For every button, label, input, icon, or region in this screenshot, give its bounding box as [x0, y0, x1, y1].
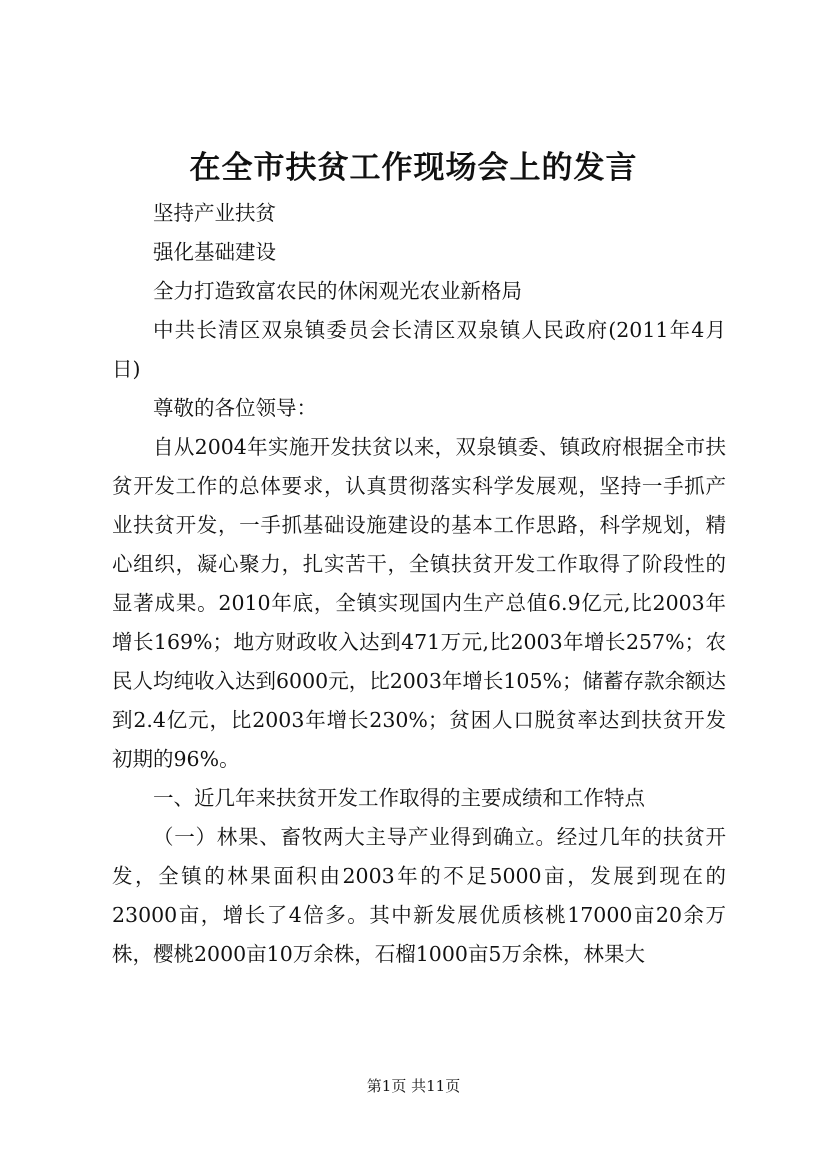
section-heading-1: 一、近几年来扶贫开发工作取得的主要成绩和工作特点 [153, 786, 645, 810]
paragraph-subtitle-1: 坚持产业扶贫 [153, 201, 276, 225]
paragraph-author-line: 中共长清区双泉镇委员会长清区双泉镇人民政府(2011年4月日) [112, 318, 726, 381]
paragraph-subtitle-2: 强化基础建设 [153, 240, 276, 264]
paragraph-intro: 自从2004年实施开发扶贫以来，双泉镇委、镇政府根据全市扶贫开发工作的总体要求，认真贯彻落实科学发展观，坚持一手抓产业扶贫开发，一手抓基础设施建设的基本工作思路，科学规划，精心组织，凝心聚力，扎实苦干，全镇扶贫开发工作取得了阶段性的显著成果。2010年底，全镇实现国内生产总值6.9亿元,比2003年增长169%；地方财政收入达到471万元,比2003年增长257%；农民人均纯收入达到6000元，比2003年增长105%；储蓄存款余额达到2.4亿元，比2003年增长230%；贫困人口脱贫率达到扶贫开发初期的96%。 [112, 435, 726, 771]
paragraph-section-1-1: （一）林果、畜牧两大主导产业得到确立。经过几年的扶贫开发，全镇的林果面积由2003年的不足5000亩，发展到现在的23000亩，增长了4倍多。其中新发展优质核桃17000亩20余万株，樱桃2000亩10万余株，石榴1000亩5万余株，林果大 [112, 825, 726, 966]
page-footer: 第1页 共11页 [366, 1077, 461, 1095]
paragraph-subtitle-3: 全力打造致富农民的休闲观光农业新格局 [153, 279, 522, 303]
document-body [112, 194, 726, 974]
document-title: 在全市扶贫工作现场会上的发言 [189, 150, 638, 186]
paragraph-salutation: 尊敬的各位领导： [153, 396, 317, 420]
